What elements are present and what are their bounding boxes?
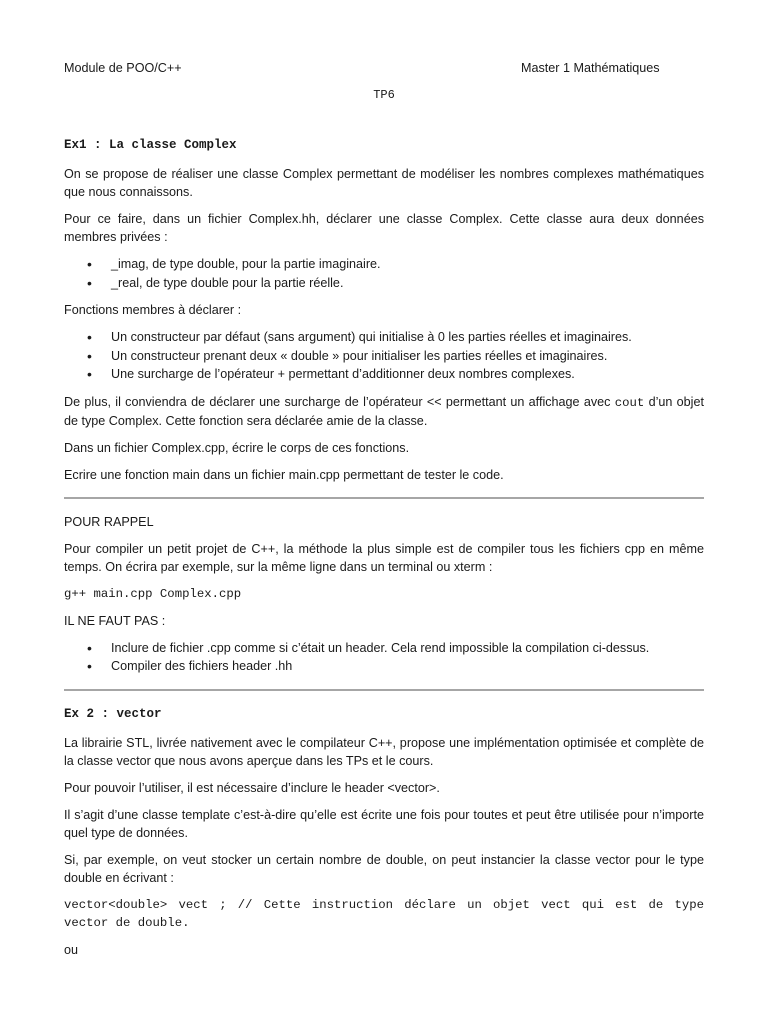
- list-item: • _imag, de type double, pour la partie imaginaire.: [64, 255, 704, 274]
- ex1-paragraph-declare: Pour ce faire, dans un fichier Complex.hh, déclarer une classe Complex. Cette classe aura deux données membres privées :: [64, 212, 704, 244]
- program-label: Master 1 Mathématiques: [521, 61, 660, 75]
- ex2-title: Ex 2 : vector: [64, 706, 162, 721]
- rappel-title: POUR RAPPEL: [64, 514, 154, 529]
- list-item: • Une surcharge de l’opérateur + permettant d’additionner deux nombres complexes.: [64, 365, 704, 384]
- vector-declaration-code: vector<double> vect ; // Cette instruction déclare un objet vect qui est de type vector de double.: [64, 897, 704, 930]
- ex1-paragraph-intro: On se propose de réaliser une classe Complex permettant de modéliser les nombres complexes mathématiques que nous connaissons.: [64, 167, 704, 199]
- operator-text-before: De plus, il conviendra de déclarer une surcharge de l’opérateur << permettant un affichage avec: [64, 394, 615, 409]
- section-divider: [64, 497, 704, 499]
- page-header: [64, 61, 704, 77]
- list-item: • Un constructeur prenant deux « double » pour initialiser les parties réelles et imaginaires.: [64, 347, 704, 366]
- rappel-warning: IL NE FAUT PAS :: [64, 613, 166, 628]
- rappel-paragraph: Pour compiler un petit projet de C++, la méthode la plus simple est de compiler tous les fichiers cpp en même temps. On écrira par exemple, sur la même ligne dans un terminal ou xterm :: [64, 541, 704, 574]
- list-item: • Un constructeur par défaut (sans argument) qui initialise à 0 les parties réelles et imaginaires.: [64, 328, 704, 347]
- inline-code-cout: cout: [614, 395, 645, 410]
- ex1-members-list: [64, 255, 704, 292]
- list-item: • _real, de type double pour la partie réelle.: [64, 274, 704, 293]
- ex2-paragraph-example: Si, par exemple, on veut stocker un certain nombre de double, on peut instancier la classe vector pour le type double en écrivant :: [64, 852, 704, 885]
- ex1-paragraph-cpp: Dans un fichier Complex.cpp, écrire le corps de ces fonctions.: [64, 440, 410, 455]
- tp-title: TP6: [373, 88, 395, 102]
- document-body: [64, 136, 704, 968]
- ex1-paragraph-functions: Fonctions membres à déclarer :: [64, 303, 242, 317]
- ex2-paragraph-template: Il s’agit d’une classe template c’est-à-dire qu’elle est écrite une fois pour toutes et peut être utilisée pour n’importe quel type de données.: [64, 807, 704, 840]
- ex1-functions-list: [64, 328, 704, 384]
- compile-command-code: g++ main.cpp Complex.cpp: [64, 586, 242, 601]
- ex2-paragraph-or: ou: [64, 942, 79, 957]
- module-label: Module de POO/C++: [64, 61, 182, 75]
- list-item: • Inclure de fichier .cpp comme si c’était un header. Cela rend impossible la compilation ci-dessus.: [64, 639, 704, 658]
- rappel-list: [64, 639, 704, 676]
- operator-text-after: d’un objet de type Complex. Cette fonction sera déclarée amie de la classe.: [64, 394, 704, 428]
- ex2-paragraph-stl: La librairie STL, livrée nativement avec le compilateur C++, propose une implémentation optimisée et complète de la classe vector que nous avons aperçue dans les TPs et le cours.: [64, 735, 704, 768]
- ex1-title: Ex1 : La classe Complex: [64, 138, 237, 152]
- ex1-paragraph-operator: [64, 393, 704, 430]
- section-divider: [64, 689, 704, 691]
- ex1-paragraph-main: Ecrire une fonction main dans un fichier main.cpp permettant de tester le code.: [64, 467, 504, 482]
- list-item: • Compiler des fichiers header .hh: [64, 657, 704, 676]
- ex2-paragraph-header: Pour pouvoir l’utiliser, il est nécessaire d’inclure le header <vector>.: [64, 780, 440, 795]
